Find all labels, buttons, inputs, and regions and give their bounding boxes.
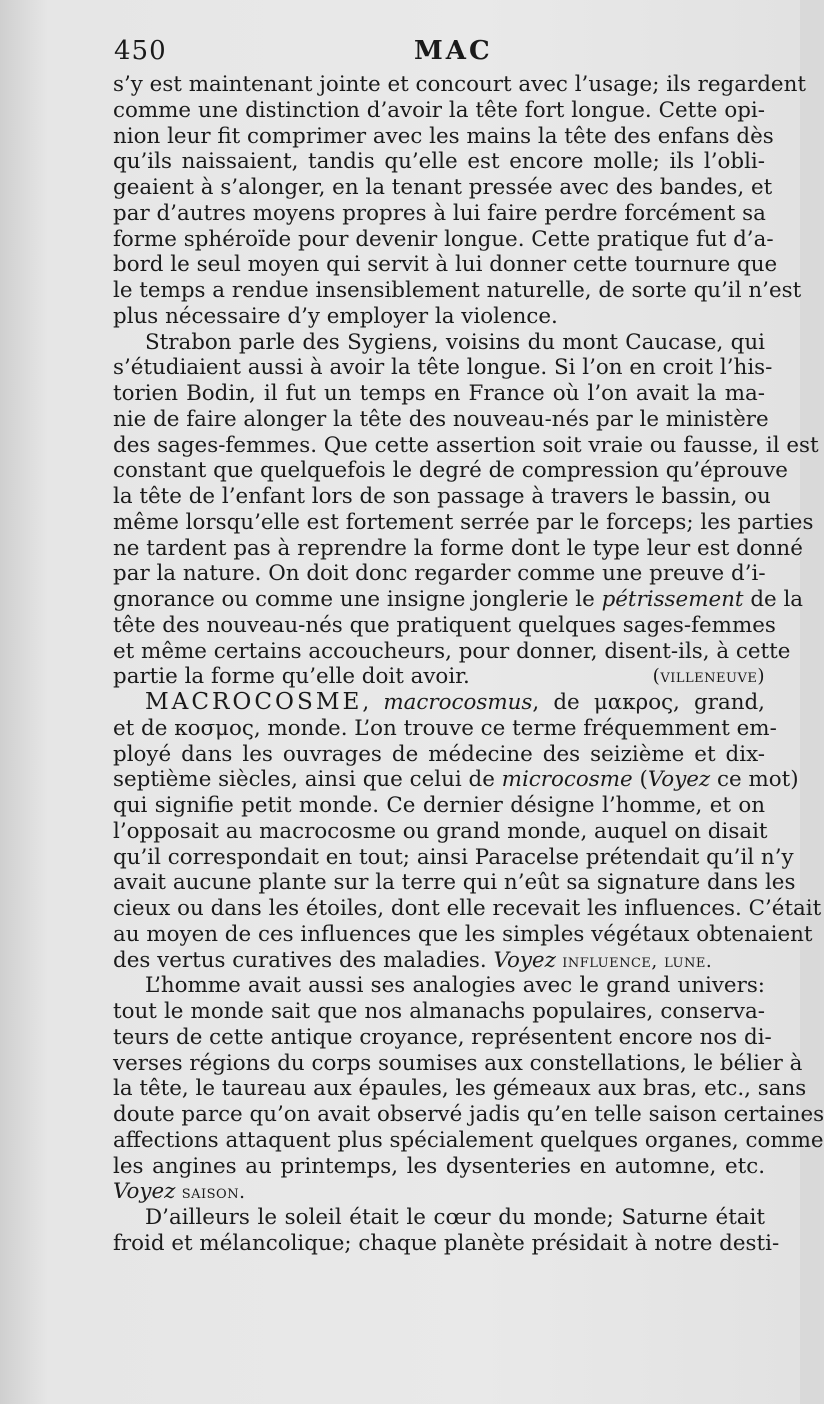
body-text (113, 72, 824, 1257)
text-line: des sages-femmes. Que cette assertion soit vraie ou fausse, il est (113, 432, 819, 458)
author-signature: (villeneuve) (652, 666, 765, 688)
text-line: doute parce qu’on avait observé jadis qu’en telle saison certaines (113, 1102, 824, 1127)
text-line: et de κοσμος, monde. L’on trouve ce terme fréquemment em- (113, 715, 777, 741)
entry-headword-line: MACROCOSME, macrocosmus, de μακρος, grand, (145, 689, 765, 715)
text-line: qu’il correspondait en tout; ainsi Paracelse prétendait qu’il n’y (113, 844, 794, 870)
text-line: ployé dans les ouvrages de médecine des seizième et dix- (113, 741, 765, 767)
text-line: qui signifie petit monde. Ce dernier désigne l’homme, et on (113, 793, 765, 818)
running-head: MAC (414, 36, 493, 66)
text-line: teurs de cette antique croyance, représentent encore nos di- (113, 1024, 772, 1050)
text-line: s’étudiaient aussi à avoir la tête longue. Si l’on en croit l’his- (113, 355, 773, 381)
text-line: tête des nouveau-nés que pratiquent quelques sages-femmes (113, 612, 776, 638)
text-line: ne tardent pas à reprendre la forme dont le type leur est donné (113, 535, 803, 561)
text-line: des vertus curatives des maladies. Voyez influence, lune. (113, 947, 713, 973)
text-line: s’y est maintenant jointe et concourt avec l’usage; ils regardent (113, 72, 806, 97)
text-line: comme une distinction d’avoir la tête fort longue. Cette opi- (113, 97, 765, 123)
text-line: les angines au printemps, les dysenteries en automne, etc. (113, 1153, 765, 1179)
text-line: nion leur fit comprimer avec les mains la tête des enfans dès (113, 123, 774, 149)
text-line: qu’ils naissaient, tandis qu’elle est encore molle; ils l’obli- (113, 149, 765, 175)
page-header (114, 36, 764, 70)
text-line: au moyen de ces influences que les simples végétaux obtenaient (113, 921, 813, 947)
text-line: la tête, le taureau aux épaules, les gémeaux aux bras, etc., sans (113, 1076, 807, 1102)
text-line: nie de faire alonger la tête des nouveau-nés par le ministère (113, 406, 769, 432)
text-line: avait aucune plante sur la terre qui n’eût sa signature dans les (113, 870, 796, 896)
text-line: septième siècles, ainsi que celui de microcosme (Voyez ce mot) (113, 767, 799, 793)
text-line: affections attaquent plus spécialement quelques organes, comme (113, 1127, 824, 1153)
text-line: L’homme avait aussi ses analogies avec le grand univers: (145, 973, 765, 999)
text-line: par la nature. On doit donc regarder comme une preuve d’i- (113, 561, 766, 587)
text-line: l’opposait au macrocosme ou grand monde, auquel on disait (113, 818, 768, 844)
text-line: forme sphéroïde pour devenir longue. Cette pratique fut d’a- (113, 226, 774, 252)
text-line: torien Bodin, il fut un temps en France où l’on avait la ma- (113, 381, 765, 406)
text-line: cieux ou dans les étoiles, dont elle recevait les influences. C’était (113, 896, 822, 921)
text-line: même lorsqu’elle est fortement serrée par le forceps; les parties (113, 509, 814, 535)
text-line: D’ailleurs le soleil était le cœur du monde; Saturne était (145, 1205, 765, 1230)
text-line: verses régions du corps soumises aux constellations, le bélier à (113, 1050, 803, 1076)
text-line: la tête de l’enfant lors de son passage à travers le bassin, ou (113, 484, 771, 509)
text-line: et même certains accoucheurs, pour donner, disent-ils, à cette (113, 638, 791, 664)
text-line: Strabon parle des Sygiens, voisins du mont Caucase, qui (145, 329, 765, 355)
text-line: tout le monde sait que nos almanachs populaires, conserva- (113, 999, 765, 1024)
page-number: 450 (114, 36, 167, 66)
entry-headword: MACROCOSME (145, 689, 363, 715)
text-line: par d’autres moyens propres à lui faire perdre forcément sa (113, 200, 766, 226)
text-line: Voyez saison. (113, 1179, 246, 1205)
text-line: gnorance ou comme une insigne jonglerie le pétrissement de la (113, 587, 804, 612)
text-line: bord le seul moyen qui servit à lui donner cette tournure que (113, 252, 778, 278)
text-line: geaient à s’alonger, en la tenant pressée avec des bandes, et (113, 175, 773, 200)
text-line: froid et mélancolique; chaque planète présidait à notre desti- (113, 1230, 780, 1256)
text-line: plus nécessaire d’y employer la violence. (113, 303, 558, 329)
text-line: le temps a rendue insensiblement naturelle, de sorte qu’il n’est (113, 278, 802, 303)
text-line: constant que quelquefois le degré de compression qu’éprouve (113, 458, 788, 484)
text-line: partie la forme qu’elle doit avoir. (villeneuve) (113, 664, 765, 690)
